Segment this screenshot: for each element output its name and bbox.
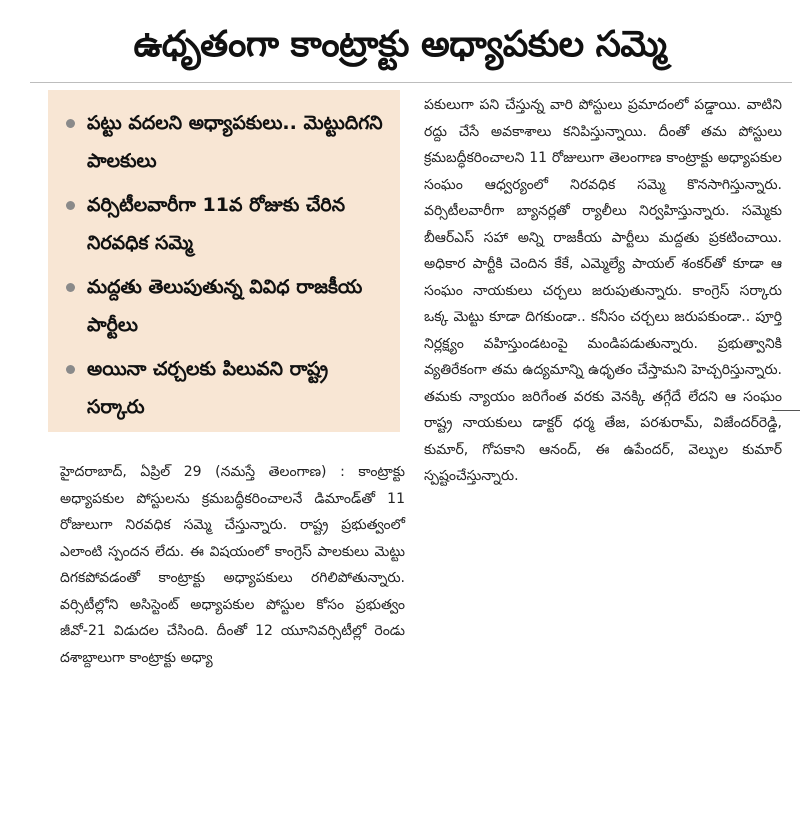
highlight-item bbox=[66, 186, 390, 262]
highlight-item bbox=[66, 350, 390, 426]
highlight-text: పట్టు వదలని అధ్యాపకులు.. మెట్టుదిగని పాలకులు bbox=[87, 112, 383, 172]
highlight-text: అయినా చర్చలకు పిలువని రాష్ట్ర సర్కారు bbox=[87, 358, 329, 418]
headline-rule bbox=[30, 82, 792, 83]
bullet-icon bbox=[66, 201, 75, 210]
bullet-icon bbox=[66, 283, 75, 292]
headline: ఉధృతంగా కాంట్రాక్టు అధ్యాపకుల సమ్మె bbox=[133, 24, 667, 65]
highlights-box bbox=[48, 90, 400, 432]
article-body-left: హైదరాబాద్, ఏప్రిల్ 29 (నమస్తే తెలంగాణ) : కాంట్రాక్టు అధ్యాపకుల పోస్టులను క్రమబద్ధీకరించాలనే డిమాండ్‌తో 11 రోజులుగా నిరవధిక సమ్మె చేస్తున్నారు. రాష్ట్ర ప్రభుత్వంలో ఎలాంటి స్పందన లేదు. ఈ విషయంలో కాంగ్రెస్ పాలకులు మెట్టు దిగకపోవడంతో కాంట్రాక్టు అధ్యాపకులు రగిలిపోతున్నారు. వర్సిటీల్లోని అసిస్టెంట్ అధ్యాపకుల పోస్టుల కోసం ప్రభుత్వం జీవో-21 విడుదల చేసింది. దీంతో 12 యూనివర్సిటీల్లో రెండు దశాబ్దాలుగా కాంట్రాక్టు అధ్యా bbox=[60, 464, 405, 666]
bullet-icon bbox=[66, 119, 75, 128]
highlight-text: వర్సిటీలవారీగా 11వ రోజుకు చేరిన నిరవధిక సమ్మె bbox=[87, 194, 346, 254]
highlight-item bbox=[66, 104, 390, 180]
bullet-icon bbox=[66, 365, 75, 374]
article-body-right: పకులుగా పని చేస్తున్న వారి పోస్టులు ప్రమాదంలో పడ్డాయి. వాటిని రద్దు చేసే అవకాశాలు కనిపిస్తున్నాయి. దీంతో తమ పోస్టులు క్రమబద్ధీకరించాలని 11 రోజులుగా తెలంగాణ కాంట్రాక్టు అధ్యాపకుల సంఘం ఆధ్వర్యంలో నిరవధిక సమ్మె కొనసాగిస్తున్నారు. వర్సిటీలవారీగా బ్యానర్లతో ర్యాలీలు నిర్వహిస్తున్నారు. సమ్మెకు బీఆర్ఎస్ సహా అన్ని రాజకీయ పార్టీలు మద్దతు ప్రకటించాయి. అధికార పార్టీకి చెందిన కేకే, ఎమ్మెల్యే పాయల్ శంకర్‌తో కూడా ఆ సంఘం నాయకులు చర్చలు జరుపుతున్నారు. కాంగ్రెస్ సర్కారు ఒక్క మెట్టు కూడా దిగకుండా.. కనీసం చర్చలు జరుపకుండా.. పూర్తి నిర్లక్ష్యం వహిస్తుండటంపై మండిపడుతున్నారు. ప్రభుత్వానికి వ్యతిరేకంగా తమ ఉద్యమాన్ని ఉధృతం చేస్తామని హెచ్చరిస్తున్నారు. తమకు న్యాయం జరిగేంత వరకు వెనక్కి తగ్గేదే లేదని ఆ సంఘం రాష్ట్ర నాయకులు డాక్టర్ ధర్మ తేజ, పరశురామ్, విజేందర్‌రెడ్డి, కుమార్, గోపకాని ఆనంద్, ఈ ఉపేందర్, వెల్పుల కుమార్ స్పష్టంచేస్తున్నారు. bbox=[424, 97, 782, 484]
highlight-item bbox=[66, 268, 390, 344]
highlight-text: మద్దతు తెలుపుతున్న వివిధ రాజకీయ పార్టీలు bbox=[87, 276, 363, 336]
